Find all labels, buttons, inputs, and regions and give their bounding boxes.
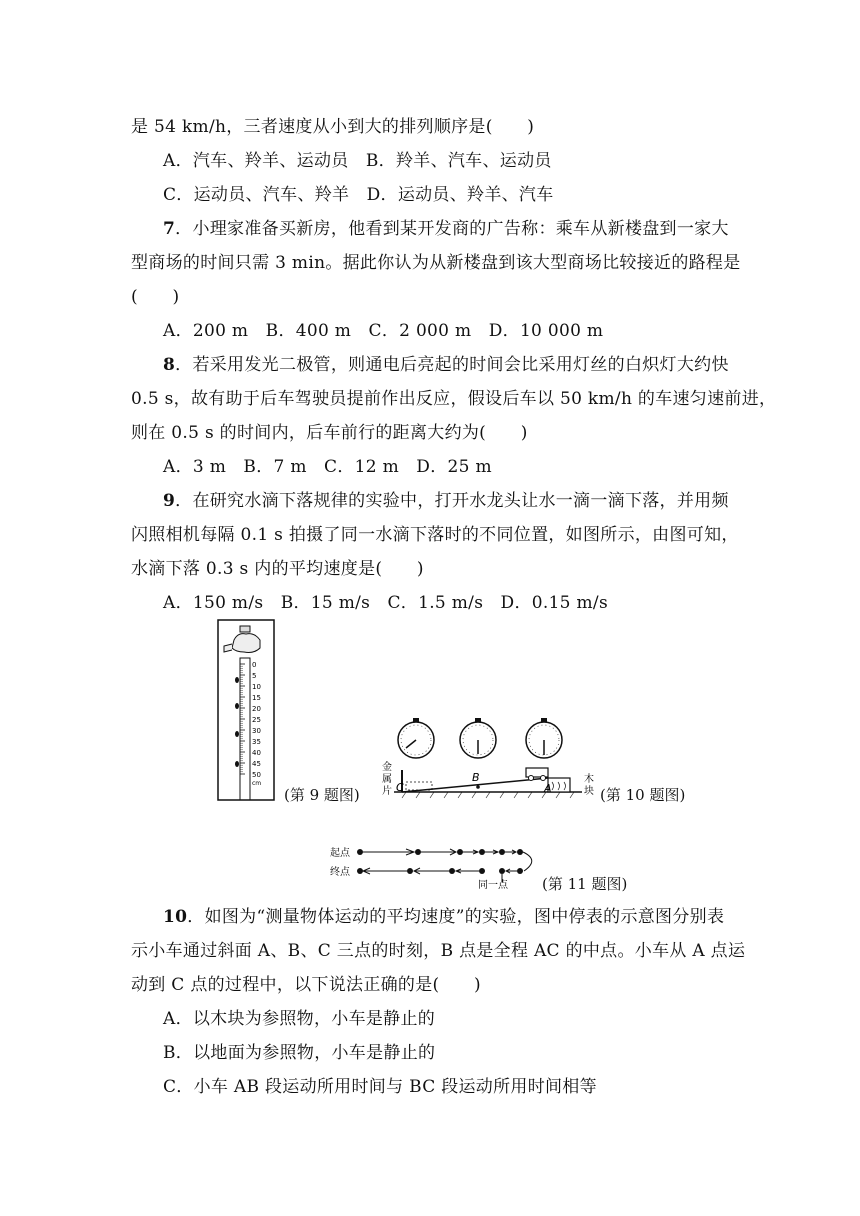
figure-11-dot-path: [326, 840, 548, 890]
point-a-label: A: [544, 782, 552, 795]
q6-options-ab: A．汽车、羚羊、运动员 B．羚羊、汽车、运动员: [163, 151, 552, 171]
ruler-tick-label: 50: [252, 771, 261, 779]
q9-stem-line1: [163, 486, 729, 511]
wood-label-2: 块: [584, 786, 594, 797]
metal-label-3: 片: [382, 786, 392, 797]
water-drop: [235, 761, 239, 767]
q8-stem-line3: 则在 0.5 s 的时间内，后车前行的距离大约为( ): [131, 423, 528, 443]
ruler-unit-label: cm: [252, 780, 262, 787]
stopwatch-icon: [398, 718, 434, 758]
metal-label-2: 属: [382, 774, 392, 785]
q10-option-b: B．以地面为参照物，小车是静止的: [163, 1043, 436, 1063]
figure-10-caption: (第 10 题图): [600, 786, 686, 804]
figure-11-caption: (第 11 题图): [542, 875, 628, 893]
q6-stem-tail: 是 54 km/h，三者速度从小到大的排列顺序是( ): [131, 117, 535, 137]
same-point-label: 同一点: [478, 880, 508, 890]
point-c-label: C: [396, 781, 404, 794]
ruler-tick-label: 30: [252, 727, 261, 735]
ruler-tick-label: 15: [252, 694, 261, 702]
ruler-tick-label: 45: [252, 760, 261, 768]
q10-option-a: A．以木块为参照物，小车是静止的: [163, 1009, 436, 1029]
q9-options: A．150 m/s B．15 m/s C．1.5 m/s D．0.15 m/s: [163, 593, 608, 613]
end-label: 终点: [330, 867, 350, 878]
ruler-tick-label: 10: [252, 683, 261, 691]
q10-number: 10: [163, 907, 188, 927]
water-drop: [235, 703, 239, 709]
q8-options: A．3 m B．7 m C．12 m D．25 m: [163, 457, 492, 477]
q8-number: 8: [163, 355, 176, 375]
q7-stem-line3: ( ): [131, 287, 180, 307]
q7-stem-line2: 型商场的时间只需 3 min。据此你认为从新楼盘到该大型商场比较接近的路程是: [131, 253, 741, 273]
q7-text-1: ．小理家准备买新房，他看到某开发商的广告称：乘车从新楼盘到一家大: [175, 219, 729, 239]
q10-stem-line1: [163, 902, 724, 927]
figure-9-caption: (第 9 题图): [284, 786, 360, 804]
q7-stem-line1: [163, 214, 729, 239]
q8-stem-line2: 0.5 s，故有助于后车驾驶员提前作出反应，假设后车以 50 km/h 的车速匀速前进，: [131, 389, 777, 409]
wood-label-1: 木: [584, 774, 594, 785]
ruler-tick-label: 5: [252, 672, 257, 680]
q10-stem-line3: 动到 C 点的过程中，以下说法正确的是( ): [131, 975, 481, 995]
q9-number: 9: [163, 491, 176, 511]
q8-text-1: ．若采用发光二极管，则通电后亮起的时间会比采用灯丝的白炽灯大约快: [175, 355, 729, 375]
q8-stem-line1: [163, 350, 729, 375]
ruler-tick-label: 20: [252, 705, 261, 713]
q7-options: A．200 m B．400 m C．2 000 m D．10 000 m: [163, 321, 604, 341]
point-b-label: B: [472, 771, 480, 784]
q7-number: 7: [163, 219, 176, 239]
ruler-tick-label: 35: [252, 738, 261, 746]
figure-10-incline: [376, 712, 604, 804]
water-drop: [235, 731, 239, 737]
stopwatch-icon: [526, 718, 562, 758]
ruler-tick-label: 25: [252, 716, 261, 724]
q6-options-cd: C．运动员、汽车、羚羊 D．运动员、羚羊、汽车: [163, 185, 554, 205]
q9-stem-line2: 闪照相机每隔 0.1 s 拍摄了同一水滴下落时的不同位置，如图所示，由图可知，: [131, 525, 739, 545]
water-drop: [235, 677, 239, 683]
stopwatch-icon: [460, 718, 496, 758]
q9-stem-line3: 水滴下落 0.3 s 内的平均速度是( ): [131, 559, 424, 579]
ruler-tick-label: 0: [252, 661, 257, 669]
figure-9-drip-ruler: [214, 618, 278, 802]
ruler-tick-label: 40: [252, 749, 261, 757]
metal-label-1: 金: [382, 762, 392, 773]
q9-text-1: ．在研究水滴下落规律的实验中，打开水龙头让水一滴一滴下落，并用频: [175, 491, 729, 511]
q10-text-1: ．如图为“测量物体运动的平均速度”的实验，图中停表的示意图分别表: [187, 907, 725, 927]
q10-stem-line2: 示小车通过斜面 A、B、C 三点的时刻，B 点是全程 AC 的中点。小车从 A 点运: [131, 941, 746, 961]
start-label: 起点: [330, 848, 350, 859]
q10-option-c: C．小车 AB 段运动所用时间与 BC 段运动所用时间相等: [163, 1077, 597, 1097]
